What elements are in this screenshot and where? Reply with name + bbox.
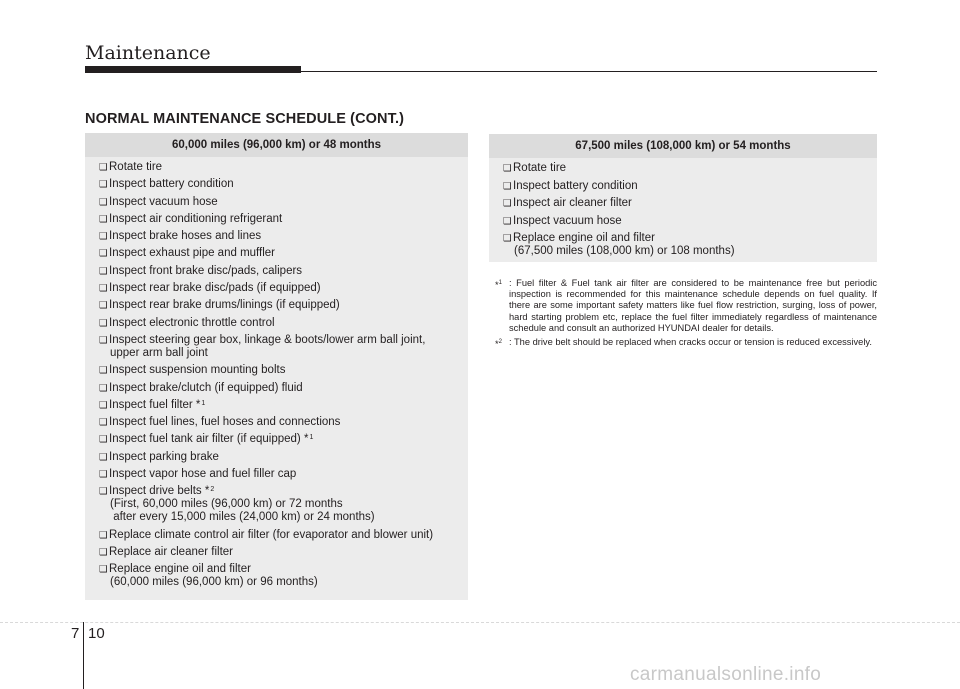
checklist-item <box>99 196 468 209</box>
item-text: Inspect air conditioning refrigerant <box>109 212 283 225</box>
checkbox-icon: ❑ <box>503 180 512 192</box>
checkbox-icon: ❑ <box>99 365 108 377</box>
checklist-item <box>99 282 468 295</box>
checklist-item <box>503 197 877 210</box>
checkbox-icon: ❑ <box>99 231 108 243</box>
checklist-item <box>99 468 468 481</box>
checklist-item <box>99 451 468 464</box>
checklist-item <box>99 485 468 524</box>
footnote-text: : The drive belt should be replaced when cracks occur or tension is reduced excessively. <box>509 337 872 348</box>
footnote-marker: *$^2$ <box>495 339 502 350</box>
checkbox-icon: ❑ <box>99 382 108 394</box>
item-text: Inspect steering gear box, linkage & boots/lower arm ball joint, <box>109 333 426 346</box>
item-continuation: after every 15,000 miles (24,000 km) or 24 months) <box>110 511 375 524</box>
checklist-item <box>99 382 468 395</box>
item-text: Inspect air cleaner filter <box>513 197 632 209</box>
panel-heading: 60,000 miles (96,000 km) or 48 months <box>85 133 468 157</box>
item-text: Rotate tire <box>513 162 567 174</box>
checklist-item <box>503 180 877 193</box>
checkbox-icon: ❑ <box>99 317 108 329</box>
panel-heading: 67,500 miles (108,000 km) or 54 months <box>489 134 877 158</box>
checklist-item <box>99 317 468 330</box>
item-text: Inspect brake/clutch (if equipped) fluid <box>109 381 303 394</box>
chapter-number: 7 <box>71 625 80 642</box>
checkbox-icon: ❑ <box>99 334 108 346</box>
checkbox-icon: ❑ <box>99 196 108 208</box>
checklist-item <box>99 178 468 191</box>
checklist <box>489 158 877 258</box>
checklist-item <box>99 529 468 542</box>
item-text: Replace climate control air filter (for evaporator and blower unit) <box>109 528 434 541</box>
item-text: Inspect suspension mounting bolts <box>109 364 286 377</box>
checkbox-icon: ❑ <box>99 417 108 429</box>
checklist-item <box>99 299 468 312</box>
checklist-item <box>99 265 468 278</box>
checkbox-icon: ❑ <box>99 451 108 463</box>
item-text: Inspect vapor hose and fuel filler cap <box>109 468 297 481</box>
checklist-item <box>503 215 877 228</box>
header-rule-thick <box>85 66 301 73</box>
item-text: Inspect parking brake <box>109 450 219 463</box>
checkbox-icon: ❑ <box>99 283 108 295</box>
checklist <box>85 157 468 589</box>
item-continuation: upper arm ball joint <box>110 346 208 359</box>
checkbox-icon: ❑ <box>99 179 108 191</box>
footnote-ref: 1 <box>309 434 314 442</box>
footnotes <box>489 278 877 351</box>
item-text: Inspect rear brake disc/pads (if equipped) <box>109 282 321 295</box>
item-text: Inspect rear brake drums/linings (if equipped) <box>109 299 340 312</box>
item-continuation: (60,000 miles (96,000 km) or 96 months) <box>110 576 318 589</box>
checkbox-icon: ❑ <box>503 163 512 174</box>
section-title: NORMAL MAINTENANCE SCHEDULE (CONT.) <box>85 111 405 127</box>
footnote <box>489 337 877 348</box>
checkbox-icon: ❑ <box>99 300 108 312</box>
item-text: Inspect drive belts * <box>109 485 210 498</box>
footnote-ref: 1 <box>201 399 206 407</box>
checklist-item <box>99 546 468 559</box>
item-text: Replace engine oil and filter <box>513 232 655 244</box>
checklist-item <box>99 416 468 429</box>
checklist-item <box>503 162 877 175</box>
checklist-item <box>99 563 468 589</box>
watermark: carmanualsonline.info <box>630 664 822 685</box>
item-text: Inspect battery condition <box>109 178 234 191</box>
item-text: Replace air cleaner filter <box>109 545 234 558</box>
checkbox-icon: ❑ <box>99 486 108 498</box>
checklist-item <box>503 232 877 258</box>
item-text: Inspect front brake disc/pads, calipers <box>109 264 303 277</box>
item-text: Inspect fuel tank air filter (if equipped) * <box>109 433 309 446</box>
schedule-panel-60000 <box>85 133 468 600</box>
item-continuation: (First, 60,000 miles (96,000 km) or 72 months <box>110 498 343 511</box>
checkbox-icon: ❑ <box>99 546 108 558</box>
item-text: Inspect brake hoses and lines <box>109 230 262 243</box>
checklist-item <box>99 334 468 360</box>
checkbox-icon: ❑ <box>99 529 108 541</box>
checkbox-icon: ❑ <box>99 265 108 277</box>
checklist-item <box>99 399 468 412</box>
checklist-item <box>99 247 468 260</box>
item-text: Inspect electronic throttle control <box>109 316 275 329</box>
checkbox-icon: ❑ <box>503 215 512 227</box>
footnote-text: : Fuel filter & Fuel tank air filter are considered to be maintenance free but periodic inspection is recommended for this maintenance schedule depends on fuel quality. If there are some important safety matters like fuel flow restriction, surging, loss of power, hard starting problem etc, replace the fuel filter immediately regardless of maintenance schedule and consult an authorized HYUNDAI dealer for details. <box>509 278 877 333</box>
item-text: Inspect fuel filter * <box>109 398 201 411</box>
item-text: Inspect exhaust pipe and muffler <box>109 247 276 260</box>
checkbox-icon: ❑ <box>99 434 108 446</box>
footer-rule <box>0 622 960 623</box>
footnote-marker: *$^1$ <box>495 280 502 291</box>
checkbox-icon: ❑ <box>99 162 108 173</box>
checklist-item <box>99 364 468 377</box>
schedule-panel-67500 <box>489 134 877 262</box>
checklist-item <box>99 433 468 446</box>
checklist-item <box>99 213 468 226</box>
item-text: Inspect fuel lines, fuel hoses and connections <box>109 416 341 429</box>
item-continuation: (67,500 miles (108,000 km) or 108 months) <box>514 245 735 257</box>
page-header-title: Maintenance <box>85 42 211 64</box>
checkbox-icon: ❑ <box>99 213 108 225</box>
header-rule-thin <box>301 71 877 72</box>
item-text: Rotate tire <box>109 161 163 173</box>
item-text: Replace engine oil and filter <box>109 563 251 576</box>
checkbox-icon: ❑ <box>99 469 108 481</box>
checkbox-icon: ❑ <box>99 248 108 260</box>
checkbox-icon: ❑ <box>503 233 512 244</box>
item-text: Inspect vacuum hose <box>109 195 218 208</box>
item-text: Inspect vacuum hose <box>513 214 622 227</box>
checkbox-icon: ❑ <box>99 399 108 411</box>
page-number-divider <box>83 622 84 689</box>
page-number: 10 <box>88 625 105 642</box>
footnote <box>489 278 877 334</box>
footnote-ref: 2 <box>210 486 215 494</box>
checklist-item <box>99 161 468 174</box>
checkbox-icon: ❑ <box>99 564 108 576</box>
item-text: Inspect battery condition <box>513 179 638 192</box>
checklist-item <box>99 230 468 243</box>
checkbox-icon: ❑ <box>503 198 512 209</box>
